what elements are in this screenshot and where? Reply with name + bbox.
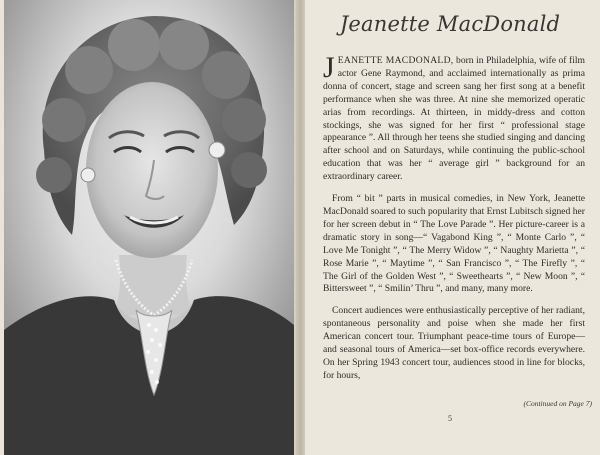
page-number: 5 bbox=[448, 414, 452, 423]
portrait-photo bbox=[4, 0, 294, 455]
paragraph-1 bbox=[323, 51, 585, 184]
paragraph-2: From “ bit ” parts in musical comedies, in New York, Jeanette MacDonald soared to such popularity that Ernst Lubitsch signed her for her screen debut in “ The Love Parade ”. Her picture-career is a dramatic story in song—“ Vagabond King ”, “ Monte Carlo ”, “ Love Me Tonight ”, “ The Merry Widow ”, “ Naughty Marietta ”, “ Rose Marie ”, “ Maytime ”, “ San Francisco ”, “ The Firefly ”, “ The Girl of the Golden West ”, “ Sweethearts ”, “ New Moon ”, “ Bittersweet ”, “ Smilin’ Thru ”, and many, many more. bbox=[323, 193, 585, 295]
paragraph-3: Concert audiences were enthusiastically perceptive of her radiant, spontaneous personality and poise when she made her first American concert tour. Triumphant peace-time tours of Europe—and seasonal tours of America—set box-office records everywhere. On her Spring 1943 concert tour, audiences stood in line for blocks, for hours, bbox=[323, 305, 585, 381]
right-page bbox=[305, 0, 600, 455]
lead-text: EANETTE MACDONALD, bbox=[337, 55, 454, 66]
continued-note: (Continued on Page 7) bbox=[523, 399, 592, 408]
drop-cap: J bbox=[323, 51, 335, 84]
article-body bbox=[323, 51, 585, 392]
page-title: Jeanette MacDonald bbox=[339, 12, 561, 36]
portrait-illustration bbox=[4, 0, 294, 455]
paragraph-1-text: born in Philadelphia, wife of film actor Gene Raymond, and acclaimed internationally as prima donna of concert, stage and screen sang her first song at a benefit performance when she was three. At nine she memorized operatic arias from recordings. At thirteen, in middy-dress and cotton stockings, she was signed for her first “ professional stage appearance ”. All through her teens she studied singing and dancing after school and on Saturdays, while continuing the public-school education that was her “ average girl ” background for an extraordinary career. bbox=[323, 55, 585, 183]
